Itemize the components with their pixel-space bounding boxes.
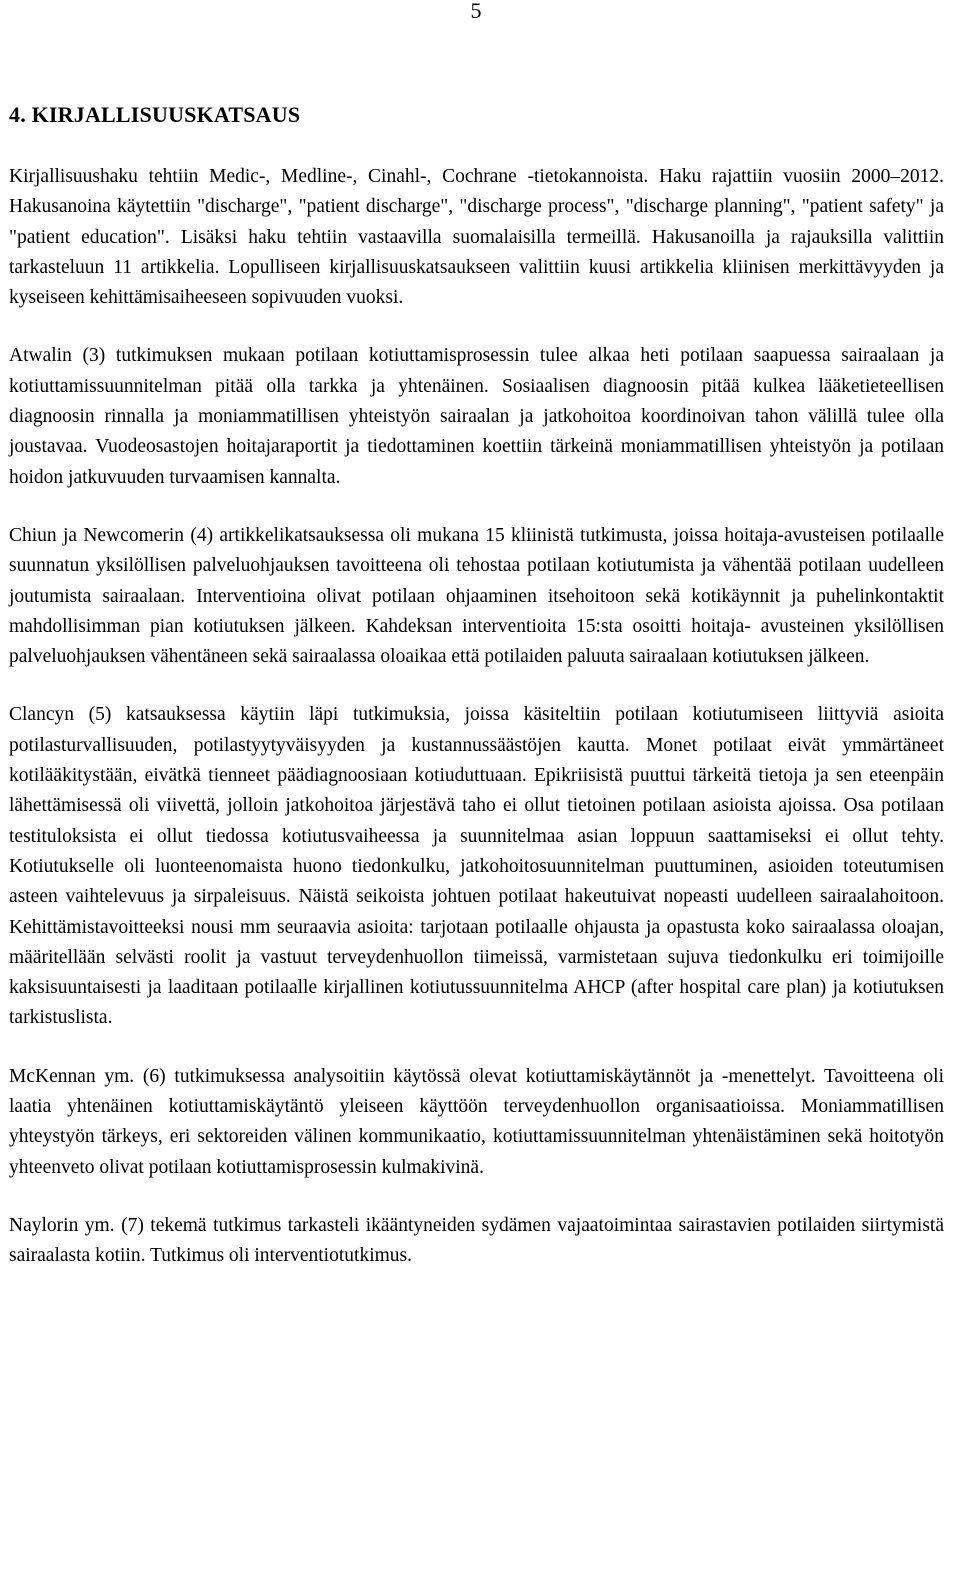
paragraph-literature-search: Kirjallisuushaku tehtiin Medic-, Medline-, Cinahl-, Cochrane -tietokannoista. Haku rajattiin vuosiin 2000–2012. Hakusanoina käytettiin "discharge", "patient discharge", "discharge process", "discharge planning", "patient safety" ja "patient education". Lisäksi haku tehtiin vastaavilla suomalaisilla termeillä. Hakusanoilla ja rajauksilla valittiin tarkasteluun 11 artikkelia. Lopulliseen kirjallisuuskatsaukseen valittiin kuusi artikkelia kliinisen merkittävyyden ja kyseiseen kehittämisaiheeseen sopivuuden vuoksi. bbox=[9, 166, 944, 309]
paragraph-mckenna: McKennan ym. (6) tutkimuksessa analysoitiin käytössä olevat kotiuttamiskäytännöt ja -menettelyt. Tavoitteena oli laatia yhtenäinen kotiuttamiskäytäntö yleiseen käyttöön terveydenhuollon organisaatioissa. Moniammatillisen yhteystyön tärkeys, eri sektoreiden välinen kommunikaatio, kotiuttamissuunnitelman yhtenäistäminen sekä hoitotyön yhteenveto olivat potilaan kotiuttamisprosessin kulmakivinä. bbox=[9, 1065, 944, 1178]
paragraph-naylor: Naylorin ym. (7) tekemä tutkimus tarkasteli ikääntyneiden sydämen vajaatoimintaa sairastavien potilaiden siirtymistä sairaalasta kotiin. Tutkimus oli interventiotutkimus. bbox=[9, 1214, 944, 1267]
document-body bbox=[9, 100, 944, 1300]
page-number: 5 bbox=[470, 0, 482, 23]
paragraph-clancy: Clancyn (5) katsauksessa käytiin läpi tutkimuksia, joissa käsiteltiin potilaan kotiutumiseen liittyviä asioita potilasturvallisuuden, potilastyytyväisyyden ja kustannussäästöjen kautta. Monet potilaat eivät ymmärtäneet kotilääkitystään, eivätkä tienneet päädiagnoosiaan kotiuduttuaan. Epikriisistä puuttui tärkeitä tietoja ja sen eteenpäin lähettämisessä oli viivettä, jolloin jatkohoitoa järjestävä taho ei ollut tietoinen potilaan asioista ajoissa. Osa potilaan testituloksista ei ollut tiedossa kotiutusvaiheessa ja suunnitelmaa asian loppuun saattamiseksi ei ollut tehty. Kotiutukselle oli luonteenomaista huono tiedonkulku, jatkohoitosuunnitelman puuttuminen, asioiden toteutumisen asteen vaihtelevuus ja sirpaleisuus. Näistä seikoista johtuen potilaat hakeutuivat nopeasti uudelleen sairaalahoitoon. Kehittämistavoitteeksi nousi mm seuraavia asioita: tarjotaan potilaalle ohjausta ja opastusta koko sairaalassa oloajan, määritellään selvästi roolit ja vastuut terveydenhuollon tiimeissä, varmistetaan sujuva tiedonkulku eri toimijoille kaksisuuntaisesti ja laaditaan potilaalle kirjallinen kotiutussuunnitelma AHCP (after hospital care plan) ja kotiutuksen tarkistuslista. bbox=[9, 704, 944, 1029]
paragraph-chiu-newcomer: Chiun ja Newcomerin (4) artikkelikatsauksessa oli mukana 15 kliinistä tutkimusta, joissa hoitaja-avusteisen potilaalle suunnatun yksilöllisen palveluohjauksen tavoitteena oli tehostaa potilaan kotiutumista ja vähentää potilaan uudelleen joutumista sairaalaan. Interventioina olivat potilaan ohjaaminen itsehoitoon sekä kotikäynnit ja puhelinkontaktit mahdollisimman pian kotiutuksen jälkeen. Kahdeksan interventioita 15:sta osoitti hoitaja- avusteinen yksilöllisen palveluohjauksen vähentäneen sekä sairaalassa oloaikaa että potilaiden paluuta sairaalaan kotiutuksen jälkeen. bbox=[9, 524, 944, 668]
paragraph-atwal: Atwalin (3) tutkimuksen mukaan potilaan kotiuttamisprosessin tulee alkaa heti potilaan saapuessa sairaalaan ja kotiuttamissuunnitelman pitää olla tarkka ja yhtenäinen. Sosiaalisen diagnoosin pitää kulkea lääketieteellisen diagnoosin rinnalla ja moniammatillisen yhteistyön sairaalan ja jatkohoitoa koordinoivan tahon välillä tulee olla joustavaa. Vuodeosastojen hoitajaraportit ja tiedottaminen koettiin tärkeinä moniammatillisen yhteistyön ja potilaan hoidon jatkuvuuden turvaamisen kannalta. bbox=[9, 345, 944, 488]
section-heading: 4. KIRJALLISUUSKATSAUS bbox=[9, 102, 301, 127]
